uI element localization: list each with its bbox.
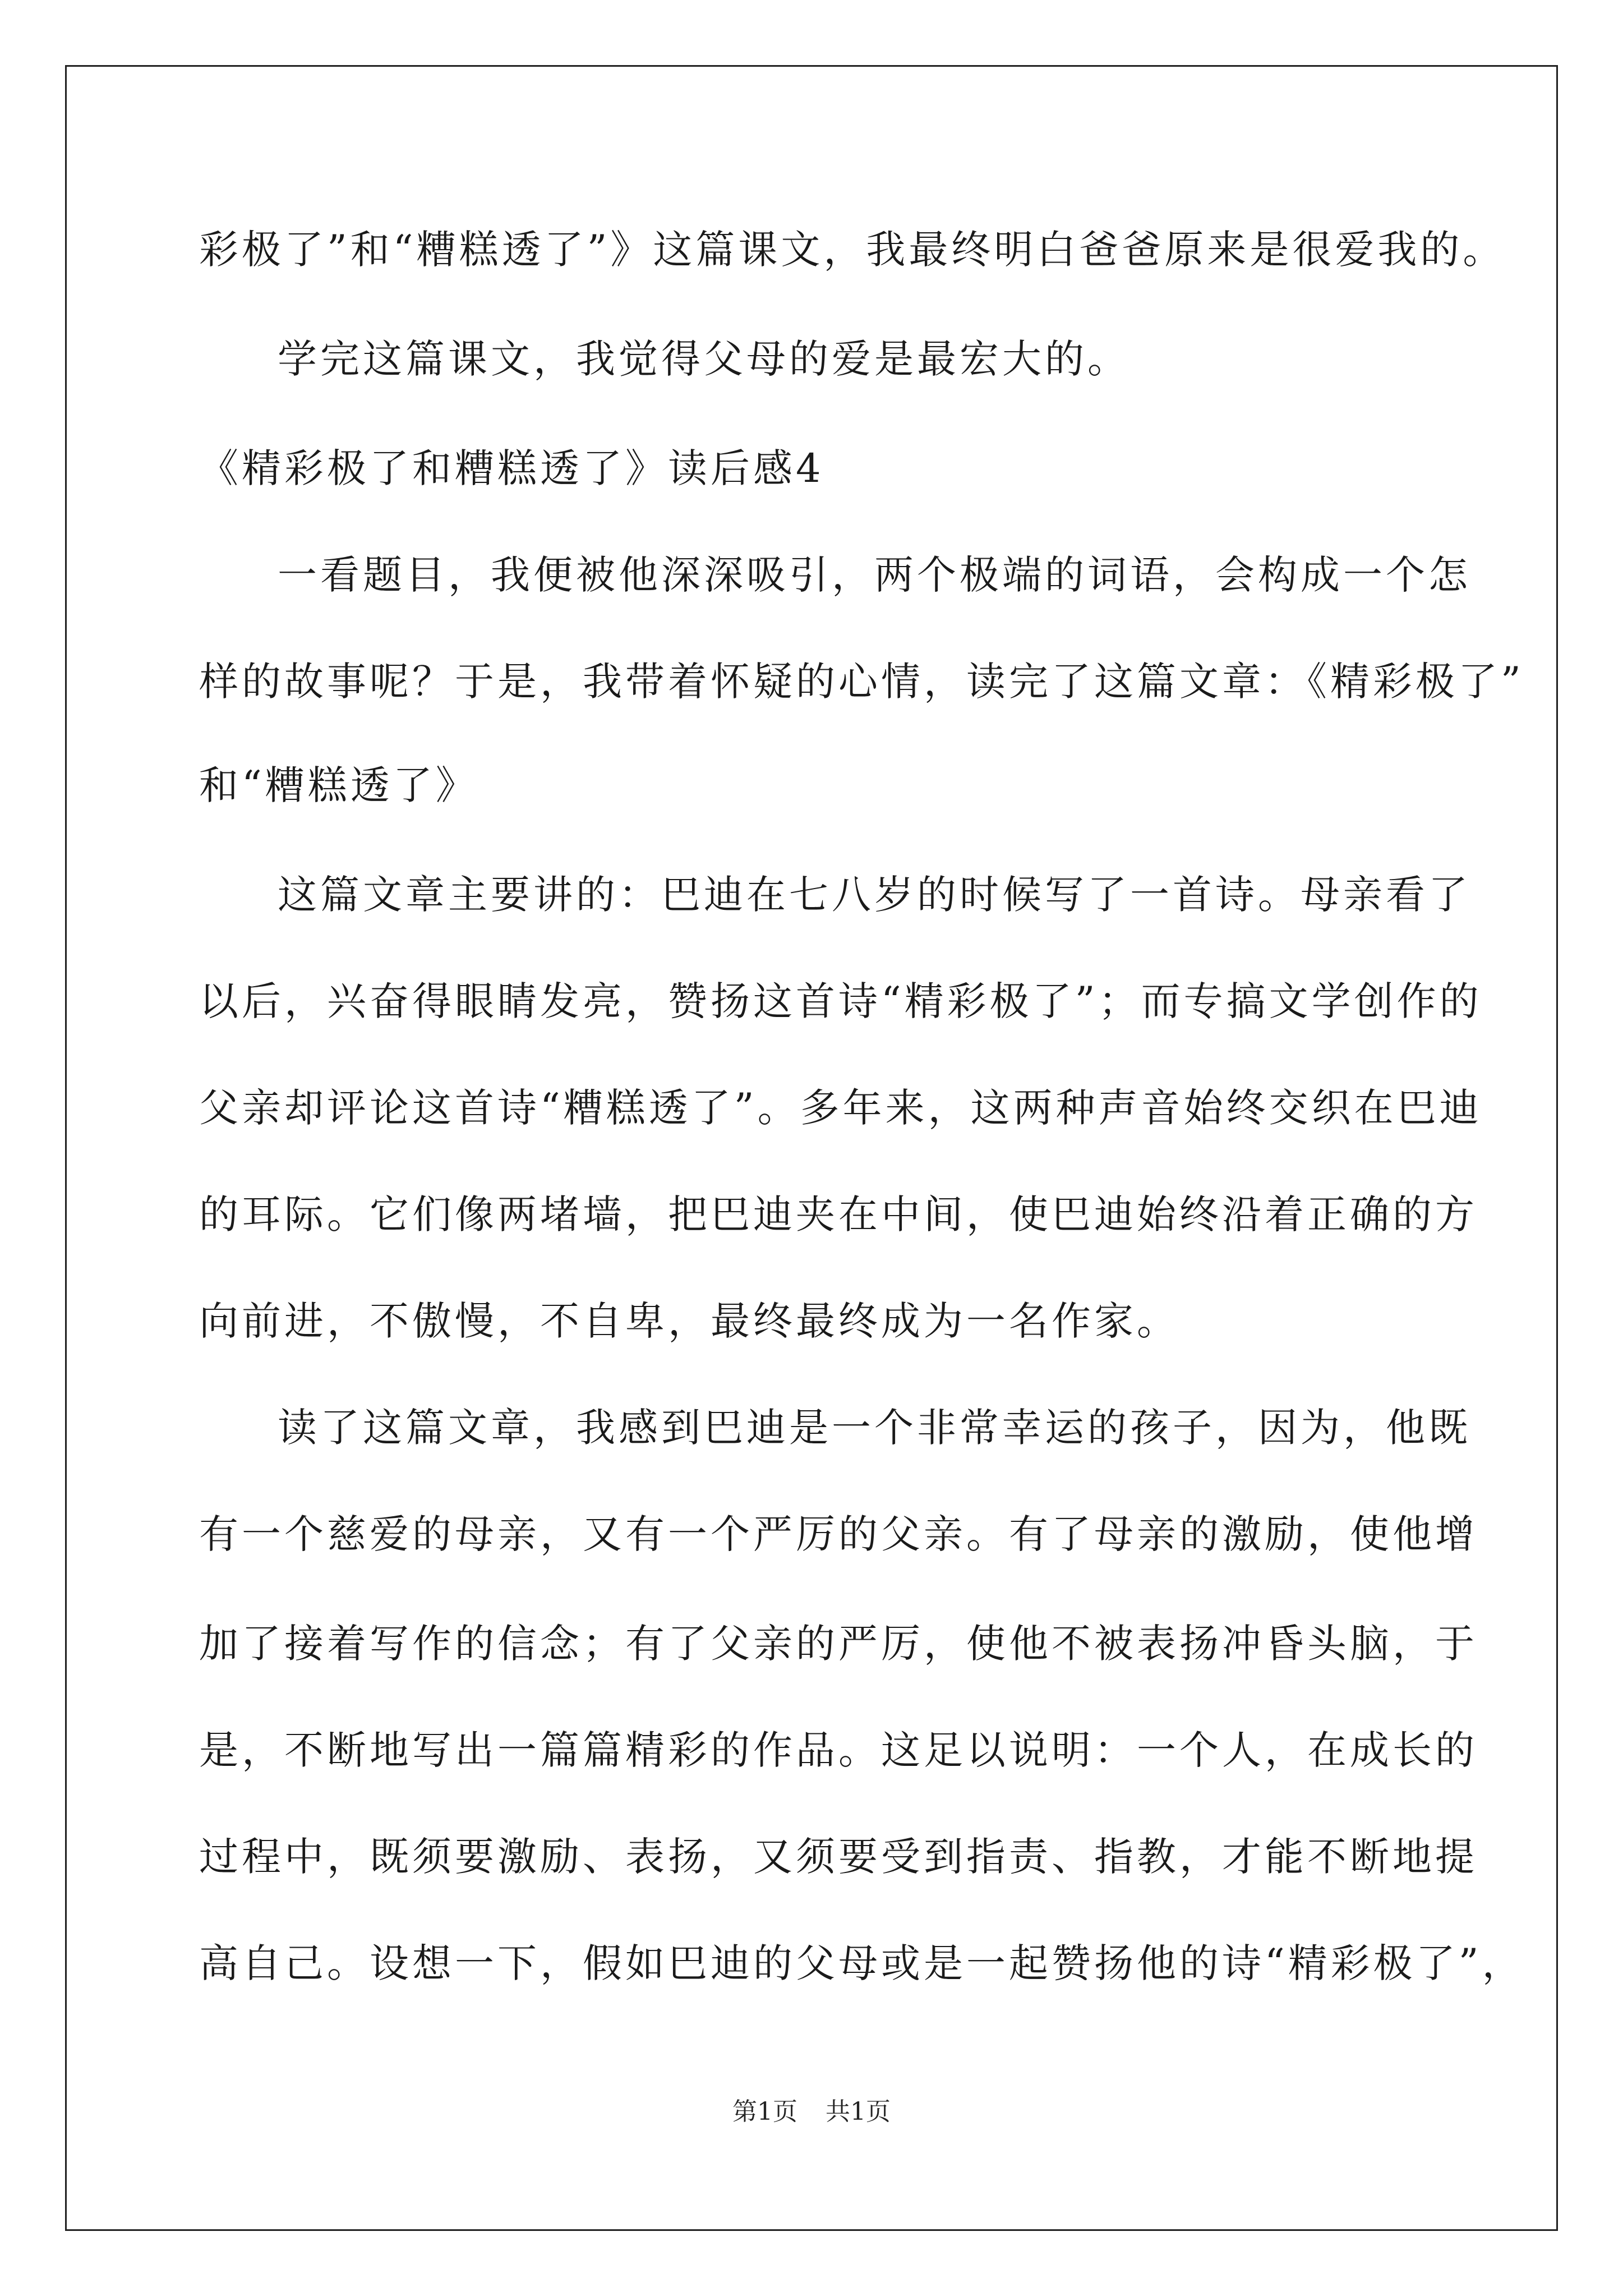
text-line: 的耳际。它们像两堵墙，把巴迪夹在中间，使巴迪始终沿着正确的方: [199, 1191, 1478, 1237]
text-line: 父亲却评论这首诗“糟糕透了”。多年来，这两种声音始终交织在巴迪: [199, 1085, 1482, 1131]
text-line: 以后，兴奋得眼睛发亮，赞扬这首诗“精彩极了”；而专搞文学创作的: [199, 978, 1482, 1024]
text-line: 高自己。设想一下，假如巴迪的父母或是一起赞扬他的诗“精彩极了”，: [199, 1940, 1525, 1986]
text-line: 彩极了”和“糟糕透了”》这篇课文，我最终明白爸爸原来是很爱我的。: [199, 227, 1506, 273]
text-line: 过程中，既须要激励、表扬，又须要受到指责、指教，才能不断地提: [199, 1834, 1478, 1880]
text-line: 是，不断地写出一篇篇精彩的作品。这足以说明：一个人，在成长的: [199, 1727, 1478, 1773]
text-line: 读了这篇文章，我感到巴迪是一个非常幸运的孩子，因为，他既: [278, 1405, 1471, 1451]
page-number: 第1页: [732, 2097, 797, 2126]
text-line: 这篇文章主要讲的：巴迪在七八岁的时候写了一首诗。母亲看了: [278, 872, 1471, 918]
page-total: 共1页: [826, 2097, 891, 2126]
page-border: [65, 65, 1558, 2231]
text-line: 学完这篇课文，我觉得父母的爱是最宏大的。: [278, 336, 1130, 382]
text-line: 加了接着写作的信念；有了父亲的严厉，使他不被表扬冲昏头脑，于: [199, 1621, 1478, 1667]
text-line: 有一个慈爱的母亲，又有一个严厉的父亲。有了母亲的激励，使他增: [199, 1511, 1478, 1557]
text-line: 向前进，不傲慢，不自卑，最终最终成为一名作家。: [199, 1298, 1179, 1344]
text-line: 样的故事呢？于是，我带着怀疑的心情，读完了这篇文章：《精彩极了”: [199, 659, 1524, 705]
page-footer: [0, 2095, 1623, 2129]
text-line: 和“糟糕透了》: [199, 762, 478, 808]
section-heading: 《精彩极了和糟糕透了》读后感4: [199, 445, 824, 491]
text-line: 一看题目，我便被他深深吸引，两个极端的词语，会构成一个怎: [278, 552, 1471, 598]
